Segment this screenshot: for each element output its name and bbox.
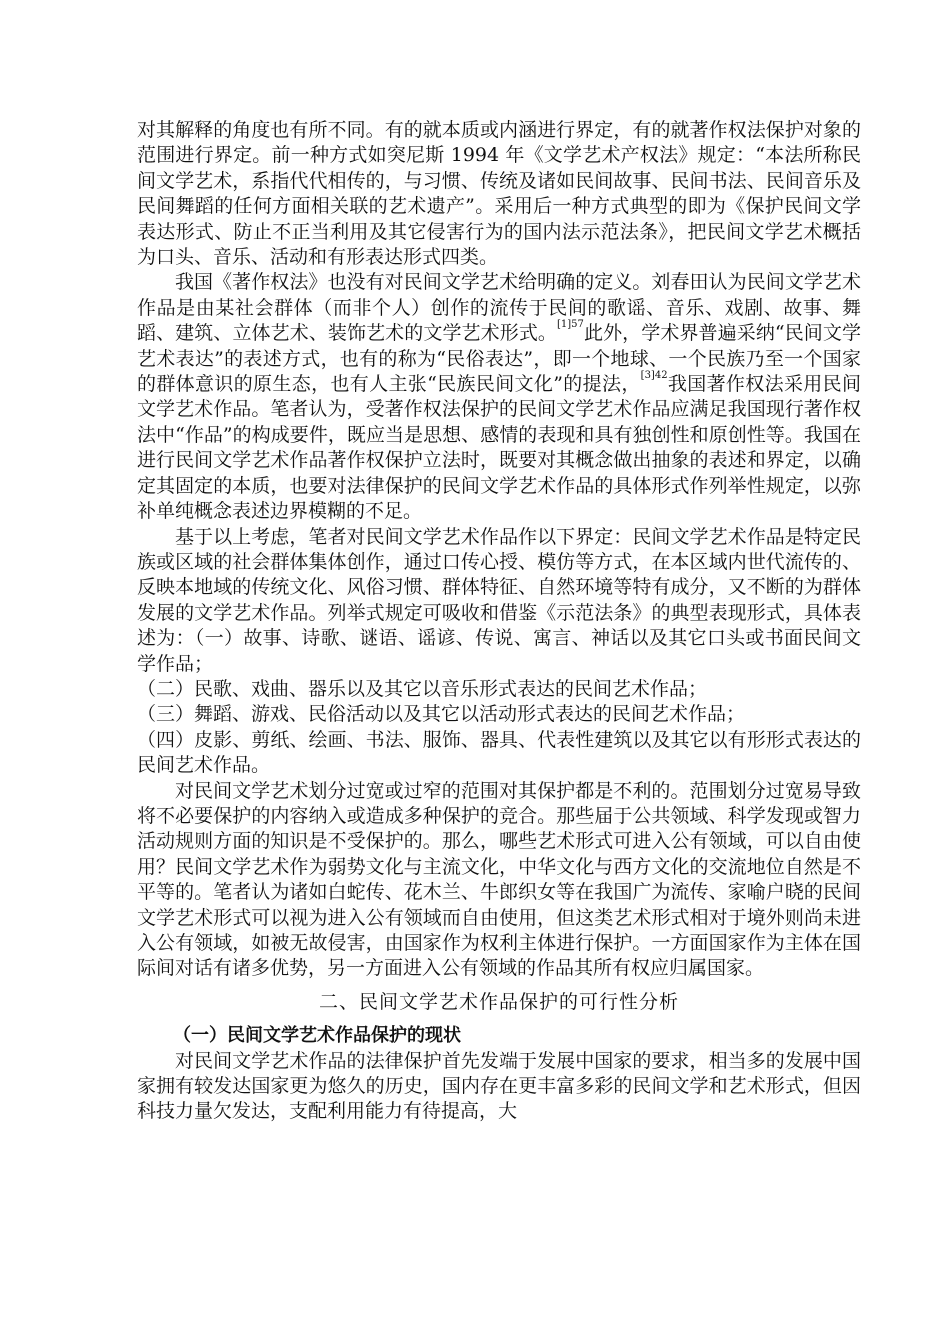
list-item-tangible: （四）皮影、剪纸、绘画、书法、服饰、器具、代表性建筑以及其它以有形形式表达的民间艺术作品。	[137, 728, 861, 777]
citation-ref: [3]42	[640, 370, 668, 382]
section-heading: 二、民间文学艺术作品保护的可行性分析	[318, 990, 679, 1013]
list-item-music: （二）民歌、戏曲、器乐以及其它以音乐形式表达的民间艺术作品；	[137, 677, 708, 700]
list-item-activities: （三）舞蹈、游戏、民俗活动以及其它以活动形式表达的民间艺术作品；	[137, 703, 746, 726]
paragraph-author-definition: 基于以上考虑，笔者对民间文学艺术作品作以下界定：民间文学艺术作品是特定民族或区域的社会群体集体创作，通过口传心授、模仿等方式，在本区域内世代流传的、反映本地域的传统文化、风俗习惯、群体特征、自然环境等特有成分，又不断的为群体发展的文学艺术作品。列举式规定可吸收和借鉴《示范法条》的典型表现形式，具体表述为：（一）故事、诗歌、谜语、谣谚、传说、寓言、神话以及其它口头或书面民间文学作品；	[137, 525, 861, 675]
paragraph-text: 此外，学术界普遍采纳“民间文学艺术表达”的表述方式，也有的称为“民俗表达”，即一个地球、一个民族乃至一个国家的群体意识的原生态，也有人主张“民族民间文化”的提法，	[137, 322, 861, 396]
document-page	[137, 118, 861, 1125]
paragraph-current-status: 对民间文学艺术作品的法律保护首先发端于发展中国家的要求，相当多的发展中国家拥有较发达国家更为悠久的历史，国内存在更丰富多彩的民间文学和艺术形式，但因科技力量欠发达，支配利用能力有待提高，大	[137, 1049, 861, 1123]
paragraph-text: 我国《著作权法》也没有对民间文学艺术给明确的定义。刘春田认为民间文学艺术作品是由某社会群体（而非个人）创作的流传于民间的歌谣、音乐、戏剧、故事、舞蹈、建筑、立体艺术、装饰艺术的文学艺术形式。	[137, 271, 861, 345]
citation-ref: [1]57	[557, 319, 584, 331]
paragraph-definition-perspectives: 对其解释的角度也有所不同。有的就本质或内涵进行界定，有的就著作权法保护对象的范围进行界定。前一种方式如突尼斯 1994 年《文学艺术产权法》规定：“本法所称民间文学艺术，系指代代相传的，与习惯、传统及诸如民间故事、民间书法、民间音乐及民间舞蹈的任何方面相关联的艺术遗产”。采用后一种方式典型的即为《保护民间文学表达形式、防止不正当利用及其它侵害行为的国内法示范法条》，把民间文学艺术概括为口头、音乐、活动和有形表达形式四类。	[137, 119, 861, 269]
subsection-heading: （一）民间文学艺术作品保护的现状	[173, 1025, 461, 1047]
paragraph-copyright-law-definition	[137, 270, 861, 524]
paragraph-text: 我国著作权法采用民间文学艺术作品。笔者认为，受著作权法保护的民间文学艺术作品应满足我国现行著作权法中“作品”的构成要件，既应当是思想、感情的表现和具有独创性和原创性等。我国在进行民间文学艺术作品著作权保护立法时，既要对其概念做出抽象的表述和界定，以确定其固定的本质，也要对法律保护的民间文学艺术作品的具体形式作列举性规定，以弥补单纯概念表述边界模糊的不足。	[137, 373, 861, 523]
paragraph-public-domain: 对民间文学艺术划分过宽或过窄的范围对其保护都是不利的。范围划分过宽易导致将不必要保护的内容纳入或造成多种保护的竞合。那些届于公共领域、科学发现或智力活动规则方面的知识是不受保护的。那么，哪些艺术形式可进入公有领域，可以自由使用？民间文学艺术作为弱势文化与主流文化，中华文化与西方文化的交流地位自然是不平等的。笔者认为诸如白蛇传、花木兰、牛郎织女等在我国广为流传、家喻户晓的民间文学艺术形式可以视为进入公有领域而自由使用，但这类艺术形式相对于境外则尚未进入公有领域，如被无故侵害，由国家作为权利主体进行保护。一方面国家作为主体在国际间对话有诸多优势，另一方面进入公有领域的作品其所有权应归属国家。	[137, 779, 861, 980]
